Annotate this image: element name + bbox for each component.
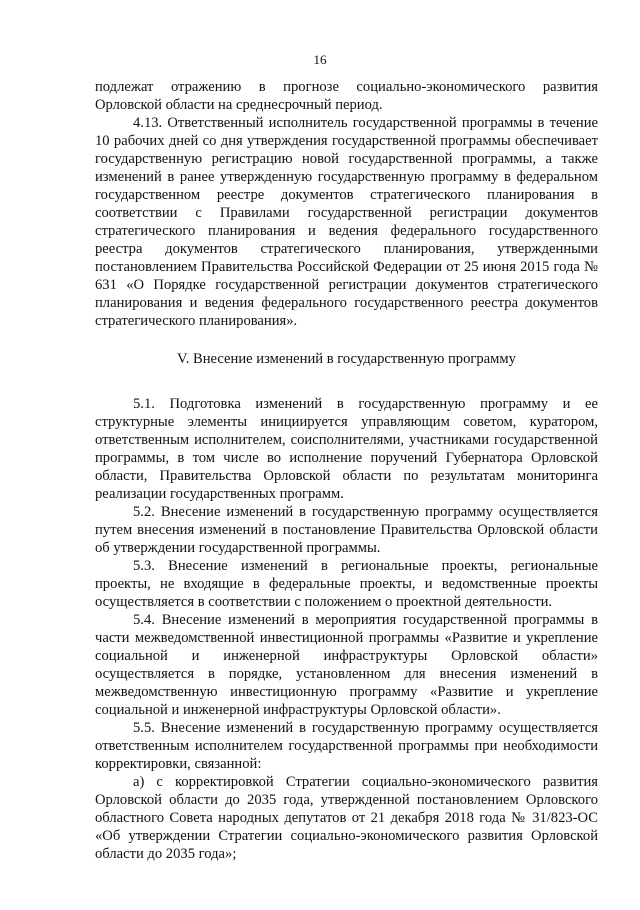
paragraph-continuation: подлежат отражению в прогнозе социально-экономического развития Орловской области на среднесрочный период. xyxy=(95,79,598,113)
paragraph-5-2: 5.2. Внесение изменений в государственную программу осуществляется путем внесения изменений в постановление Правительства Орловской области об утверждении государственной программы. xyxy=(95,504,598,556)
paragraph-5-5: 5.5. Внесение изменений в государственную программу осуществляется ответственным исполнителем государственной программы при необходимости корректировки, связанной: xyxy=(95,720,598,772)
document-body xyxy=(95,78,598,863)
paragraph-5-5-a: а) с корректировкой Стратегии социально-экономического развития Орловской области до 2035 года, утвержденной постановлением Орловского областного Совета народных депутатов от 21 декабря 2018 года № 31/823-ОС «Об утверждении Стратегии социально-экономического развития Орловской области до 2035 года»; xyxy=(95,774,598,862)
section-heading: V. Внесение изменений в государственную программу xyxy=(177,351,516,367)
paragraph-5-3: 5.3. Внесение изменений в региональные проекты, региональные проекты, не входящие в федеральные проекты, и ведомственные проекты осуществляется в соответствии с положением о проектной деятельности. xyxy=(95,558,598,610)
page-number: 16 xyxy=(313,52,327,67)
paragraph-5-4: 5.4. Внесение изменений в мероприятия государственной программы в части межведомственной инвестиционной программы «Развитие и укрепление социальной и инженерной инфраструктуры Орловской области» осуществляется в порядке, установленном для внесения изменений в межведомственную инвестиционную программу «Развитие и укрепление социальной и инженерной инфраструктуры Орловской области». xyxy=(95,612,598,718)
paragraph-4-13: 4.13. Ответственный исполнитель государственной программы в течение 10 рабочих дней со дня утверждения государственной программы обеспечивает государственную регистрацию новой государственной программы, а также изменений в ранее утвержденную государственную программу в федеральном государственном реестре документов стратегического планирования в соответствии с Правилами государственной регистрации документов стратегического планирования и ведения федерального государственного реестра документов стратегического планирования, утвержденными постановлением Правительства Российской Федерации от 25 июня 2015 года № 631 «О Порядке государственной регистрации документов стратегического планирования и ведения федерального государственного реестра документов стратегического планирования». xyxy=(95,115,598,329)
paragraph-5-1: 5.1. Подготовка изменений в государственную программу и ее структурные элементы инициируется управляющим советом, куратором, ответственным исполнителем, соисполнителями, участниками государственной программы, в том числе во исполнение поручений Губернатора Орловской области, Правительства Орловской области по результатам мониторинга реализации государственных программ. xyxy=(95,396,598,502)
